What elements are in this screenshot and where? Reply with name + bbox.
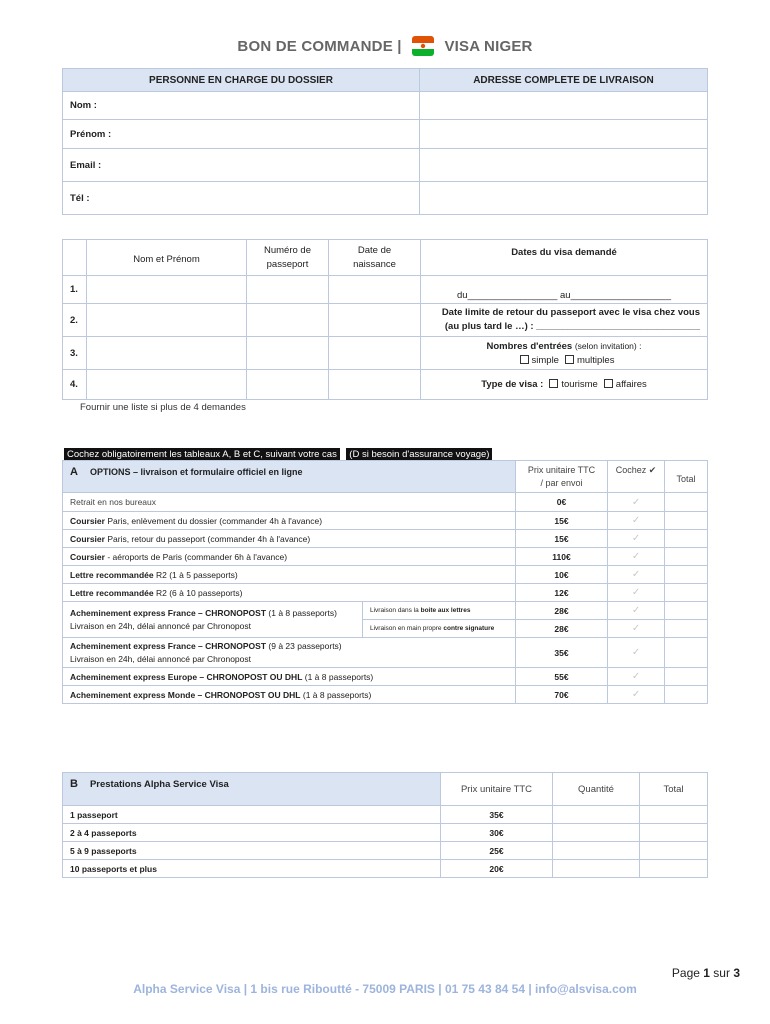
qty-header: Quantité — [553, 773, 640, 806]
total-cell[interactable] — [640, 842, 708, 860]
checkmark-icon[interactable]: ✓ — [608, 548, 665, 566]
total-header: Total — [640, 773, 708, 806]
checkbox[interactable] — [520, 355, 529, 364]
name-cell[interactable] — [87, 304, 247, 337]
checkmark-icon[interactable]: ✓ — [608, 512, 665, 530]
option-price: 15€ — [516, 530, 608, 548]
option-price: 110€ — [516, 548, 608, 566]
checkbox[interactable] — [565, 355, 574, 364]
return-date-cell[interactable] — [421, 304, 708, 337]
person-table — [62, 68, 708, 215]
service-price: 30€ — [441, 824, 553, 842]
page-current: 1 — [703, 966, 710, 980]
checkmark-icon[interactable]: ✓ — [608, 686, 665, 704]
birth-cell[interactable] — [329, 276, 421, 304]
checkmark-icon[interactable]: ✓ — [608, 620, 665, 638]
row-number: 1. — [63, 276, 87, 304]
total-cell[interactable] — [665, 584, 708, 602]
page-prefix: Page — [671, 966, 704, 980]
page-mid: sur — [709, 966, 734, 980]
price-header-line1: Prix unitaire TTC — [527, 464, 596, 475]
option-bold: Coursier — [70, 551, 105, 562]
total-cell[interactable] — [640, 806, 708, 824]
table-b-header — [63, 773, 441, 806]
option-subtext: Livraison en 24h, délai annoncé par Chronopost — [70, 620, 251, 631]
dates-line[interactable]: du_________________ au___________________ — [421, 276, 708, 304]
title-left: BON DE COMMANDE | — [237, 38, 402, 55]
total-cell[interactable] — [665, 530, 708, 548]
field-tel-label: Tél : — [63, 182, 420, 215]
option-text: (1 à 8 passeports) — [300, 689, 372, 700]
table-a-letter: A — [70, 466, 78, 478]
total-header: Total — [665, 461, 708, 493]
service-label: 2 à 4 passeports — [63, 824, 441, 842]
service-label: 10 passeports et plus — [63, 860, 441, 878]
option-subtext: Livraison en 24h, délai annoncé par Chronopost — [70, 653, 251, 664]
chronopost-france-label — [63, 602, 363, 638]
check-header: Cochez ✔ — [608, 461, 665, 493]
service-label: 1 passeport — [63, 806, 441, 824]
option-label — [63, 548, 516, 566]
price-header: Prix unitaire TTC — [441, 773, 553, 806]
col-birth-header: Date de naissance — [329, 240, 421, 276]
option-label — [63, 493, 516, 512]
entries-multiple: multiples — [576, 354, 615, 366]
checkmark-icon[interactable]: ✓ — [608, 493, 665, 512]
checkmark-icon[interactable]: ✓ — [608, 668, 665, 686]
option-label — [63, 566, 516, 584]
return-line2: (au plus tard le …) : _______________________________ — [444, 321, 700, 332]
monde-label — [63, 686, 516, 704]
service-price: 35€ — [441, 806, 553, 824]
row-number: 4. — [63, 370, 87, 400]
address-field[interactable] — [420, 182, 708, 215]
field-nom-label: Nom : — [63, 92, 420, 120]
qty-cell[interactable] — [553, 842, 640, 860]
option-price: 35€ — [516, 638, 608, 668]
qty-cell[interactable] — [553, 806, 640, 824]
option-price: 28€ — [516, 602, 608, 620]
visa-type-tourism: tourisme — [561, 379, 598, 390]
list-note: Fournir une liste si plus de 4 demandes — [80, 402, 246, 413]
total-cell[interactable] — [665, 548, 708, 566]
delivery-text: Livraison dans la — [370, 607, 421, 614]
option-text: - aéroports de Paris (commander 6h à l'avance) — [104, 551, 288, 562]
table-a-title: OPTIONS – livraison et formulaire officiel en ligne — [89, 467, 303, 477]
instruction-extra: (D si besoin d'assurance voyage) — [346, 448, 492, 461]
name-cell[interactable] — [87, 276, 247, 304]
entries-note: (selon invitation) : — [574, 340, 642, 351]
total-cell[interactable] — [640, 824, 708, 842]
option-bold: Lettre recommandée — [70, 569, 154, 580]
price-header-line2: / par envoi — [540, 477, 583, 488]
service-price: 25€ — [441, 842, 553, 860]
checkmark-icon[interactable]: ✓ — [608, 584, 665, 602]
footer-contact: Alpha Service Visa | 1 bis rue Riboutté - 75009 PARIS | 01 75 43 84 54 | info@alsvisa.com — [133, 982, 637, 996]
total-cell[interactable] — [665, 493, 708, 512]
checkmark-icon[interactable]: ✓ — [608, 530, 665, 548]
option-price: 55€ — [516, 668, 608, 686]
passport-cell[interactable] — [247, 276, 329, 304]
delivery-bold: boite aux lettres — [420, 607, 471, 614]
address-field[interactable] — [420, 92, 708, 120]
entries-cell — [421, 337, 708, 370]
delivery-signature-label — [363, 620, 516, 638]
total-cell[interactable] — [665, 686, 708, 704]
service-price: 20€ — [441, 860, 553, 878]
option-bold: Coursier — [70, 533, 105, 544]
visa-type-cell — [421, 370, 708, 400]
qty-cell[interactable] — [553, 860, 640, 878]
option-bold: Acheminement express Monde – CHRONOPOST OU DHL — [70, 689, 301, 700]
option-bold: Lettre recommandée — [70, 587, 154, 598]
option-text: Retrait en nos bureaux — [70, 497, 156, 507]
field-email-label: Email : — [63, 149, 420, 182]
services-table-b — [62, 772, 708, 878]
page-title — [0, 36, 770, 56]
table-b-letter: B — [70, 778, 78, 790]
entries-label: Nombres d'entrées — [486, 340, 573, 352]
checkbox[interactable] — [549, 379, 558, 388]
passport-cell[interactable] — [247, 370, 329, 400]
total-cell[interactable] — [665, 566, 708, 584]
option-text: Paris, retour du passeport (commander 4h à l'avance) — [104, 533, 311, 544]
total-cell[interactable] — [665, 668, 708, 686]
passport-cell[interactable] — [247, 337, 329, 370]
return-line1: Date limite de retour du passeport avec le visa chez vous — [441, 307, 700, 318]
service-label: 5 à 9 passeports — [63, 842, 441, 860]
instruction-text: Cochez obligatoirement les tableaux A, B et C, suivant votre cas — [64, 448, 340, 461]
niger-flag-icon — [412, 36, 434, 56]
table-a-header — [63, 461, 516, 493]
price-header — [516, 461, 608, 493]
field-prenom-label: Prénom : — [63, 120, 420, 149]
applicants-table — [62, 239, 708, 400]
options-table-a — [62, 460, 708, 704]
option-label — [63, 512, 516, 530]
option-bold: Acheminement express France – CHRONOPOST — [70, 607, 267, 618]
table-b-title: Prestations Alpha Service Visa — [89, 779, 229, 790]
total-cell[interactable] — [665, 620, 708, 638]
total-cell[interactable] — [665, 602, 708, 620]
chronopost-france-large-label — [63, 638, 516, 668]
person-col-header: PERSONNE EN CHARGE DU DOSSIER — [63, 69, 420, 92]
delivery-mailbox-label — [363, 602, 516, 620]
option-price: 0€ — [516, 493, 608, 512]
birth-cell[interactable] — [329, 337, 421, 370]
delivery-text: Livraison en main propre — [370, 625, 444, 632]
option-price: 10€ — [516, 566, 608, 584]
page-total: 3 — [733, 966, 740, 980]
entries-simple: simple — [531, 354, 559, 366]
option-price: 12€ — [516, 584, 608, 602]
checkmark-icon[interactable]: ✓ — [608, 602, 665, 620]
qty-cell[interactable] — [553, 824, 640, 842]
delivery-bold: contre signature — [443, 625, 495, 632]
option-price: 70€ — [516, 686, 608, 704]
option-label — [63, 530, 516, 548]
passport-cell[interactable] — [247, 304, 329, 337]
name-cell[interactable] — [87, 337, 247, 370]
col-passport-header: Numéro de passeport — [247, 240, 329, 276]
total-cell[interactable] — [665, 512, 708, 530]
total-cell[interactable] — [640, 860, 708, 878]
option-text: (9 à 23 passeports) — [266, 640, 342, 651]
total-cell[interactable] — [665, 638, 708, 668]
col-dates-header: Dates du visa demandé — [421, 240, 708, 276]
address-field[interactable] — [420, 120, 708, 149]
option-text: (1 à 8 passeports) — [302, 671, 374, 682]
row-number: 3. — [63, 337, 87, 370]
birth-cell[interactable] — [329, 370, 421, 400]
europe-label — [63, 668, 516, 686]
page-number — [672, 966, 740, 980]
option-text: (1 à 8 passeports) — [266, 607, 337, 618]
title-right: VISA NIGER — [444, 38, 533, 55]
checkmark-icon[interactable]: ✓ — [608, 566, 665, 584]
option-text: R2 (6 à 10 passeports) — [153, 587, 243, 598]
visa-type-label: Type de visa : — [481, 379, 544, 390]
row-number: 2. — [63, 304, 87, 337]
address-field[interactable] — [420, 149, 708, 182]
option-label — [63, 584, 516, 602]
option-price: 15€ — [516, 512, 608, 530]
col-name-header: Nom et Prénom — [87, 240, 247, 276]
option-bold: Acheminement express Europe – CHRONOPOST OU DHL — [70, 671, 303, 682]
checkmark-icon[interactable]: ✓ — [608, 638, 665, 668]
option-price: 28€ — [516, 620, 608, 638]
option-text: Paris, enlèvement du dossier (commander 4h à l'avance) — [104, 515, 323, 526]
checkbox[interactable] — [604, 379, 613, 388]
name-cell[interactable] — [87, 370, 247, 400]
option-text: R2 (1 à 5 passeports) — [153, 569, 238, 580]
option-bold: Acheminement express France – CHRONOPOST — [70, 640, 267, 651]
address-col-header: ADRESSE COMPLETE DE LIVRAISON — [420, 69, 708, 92]
visa-type-business: affaires — [615, 379, 647, 390]
birth-cell[interactable] — [329, 304, 421, 337]
option-bold: Coursier — [70, 515, 105, 526]
